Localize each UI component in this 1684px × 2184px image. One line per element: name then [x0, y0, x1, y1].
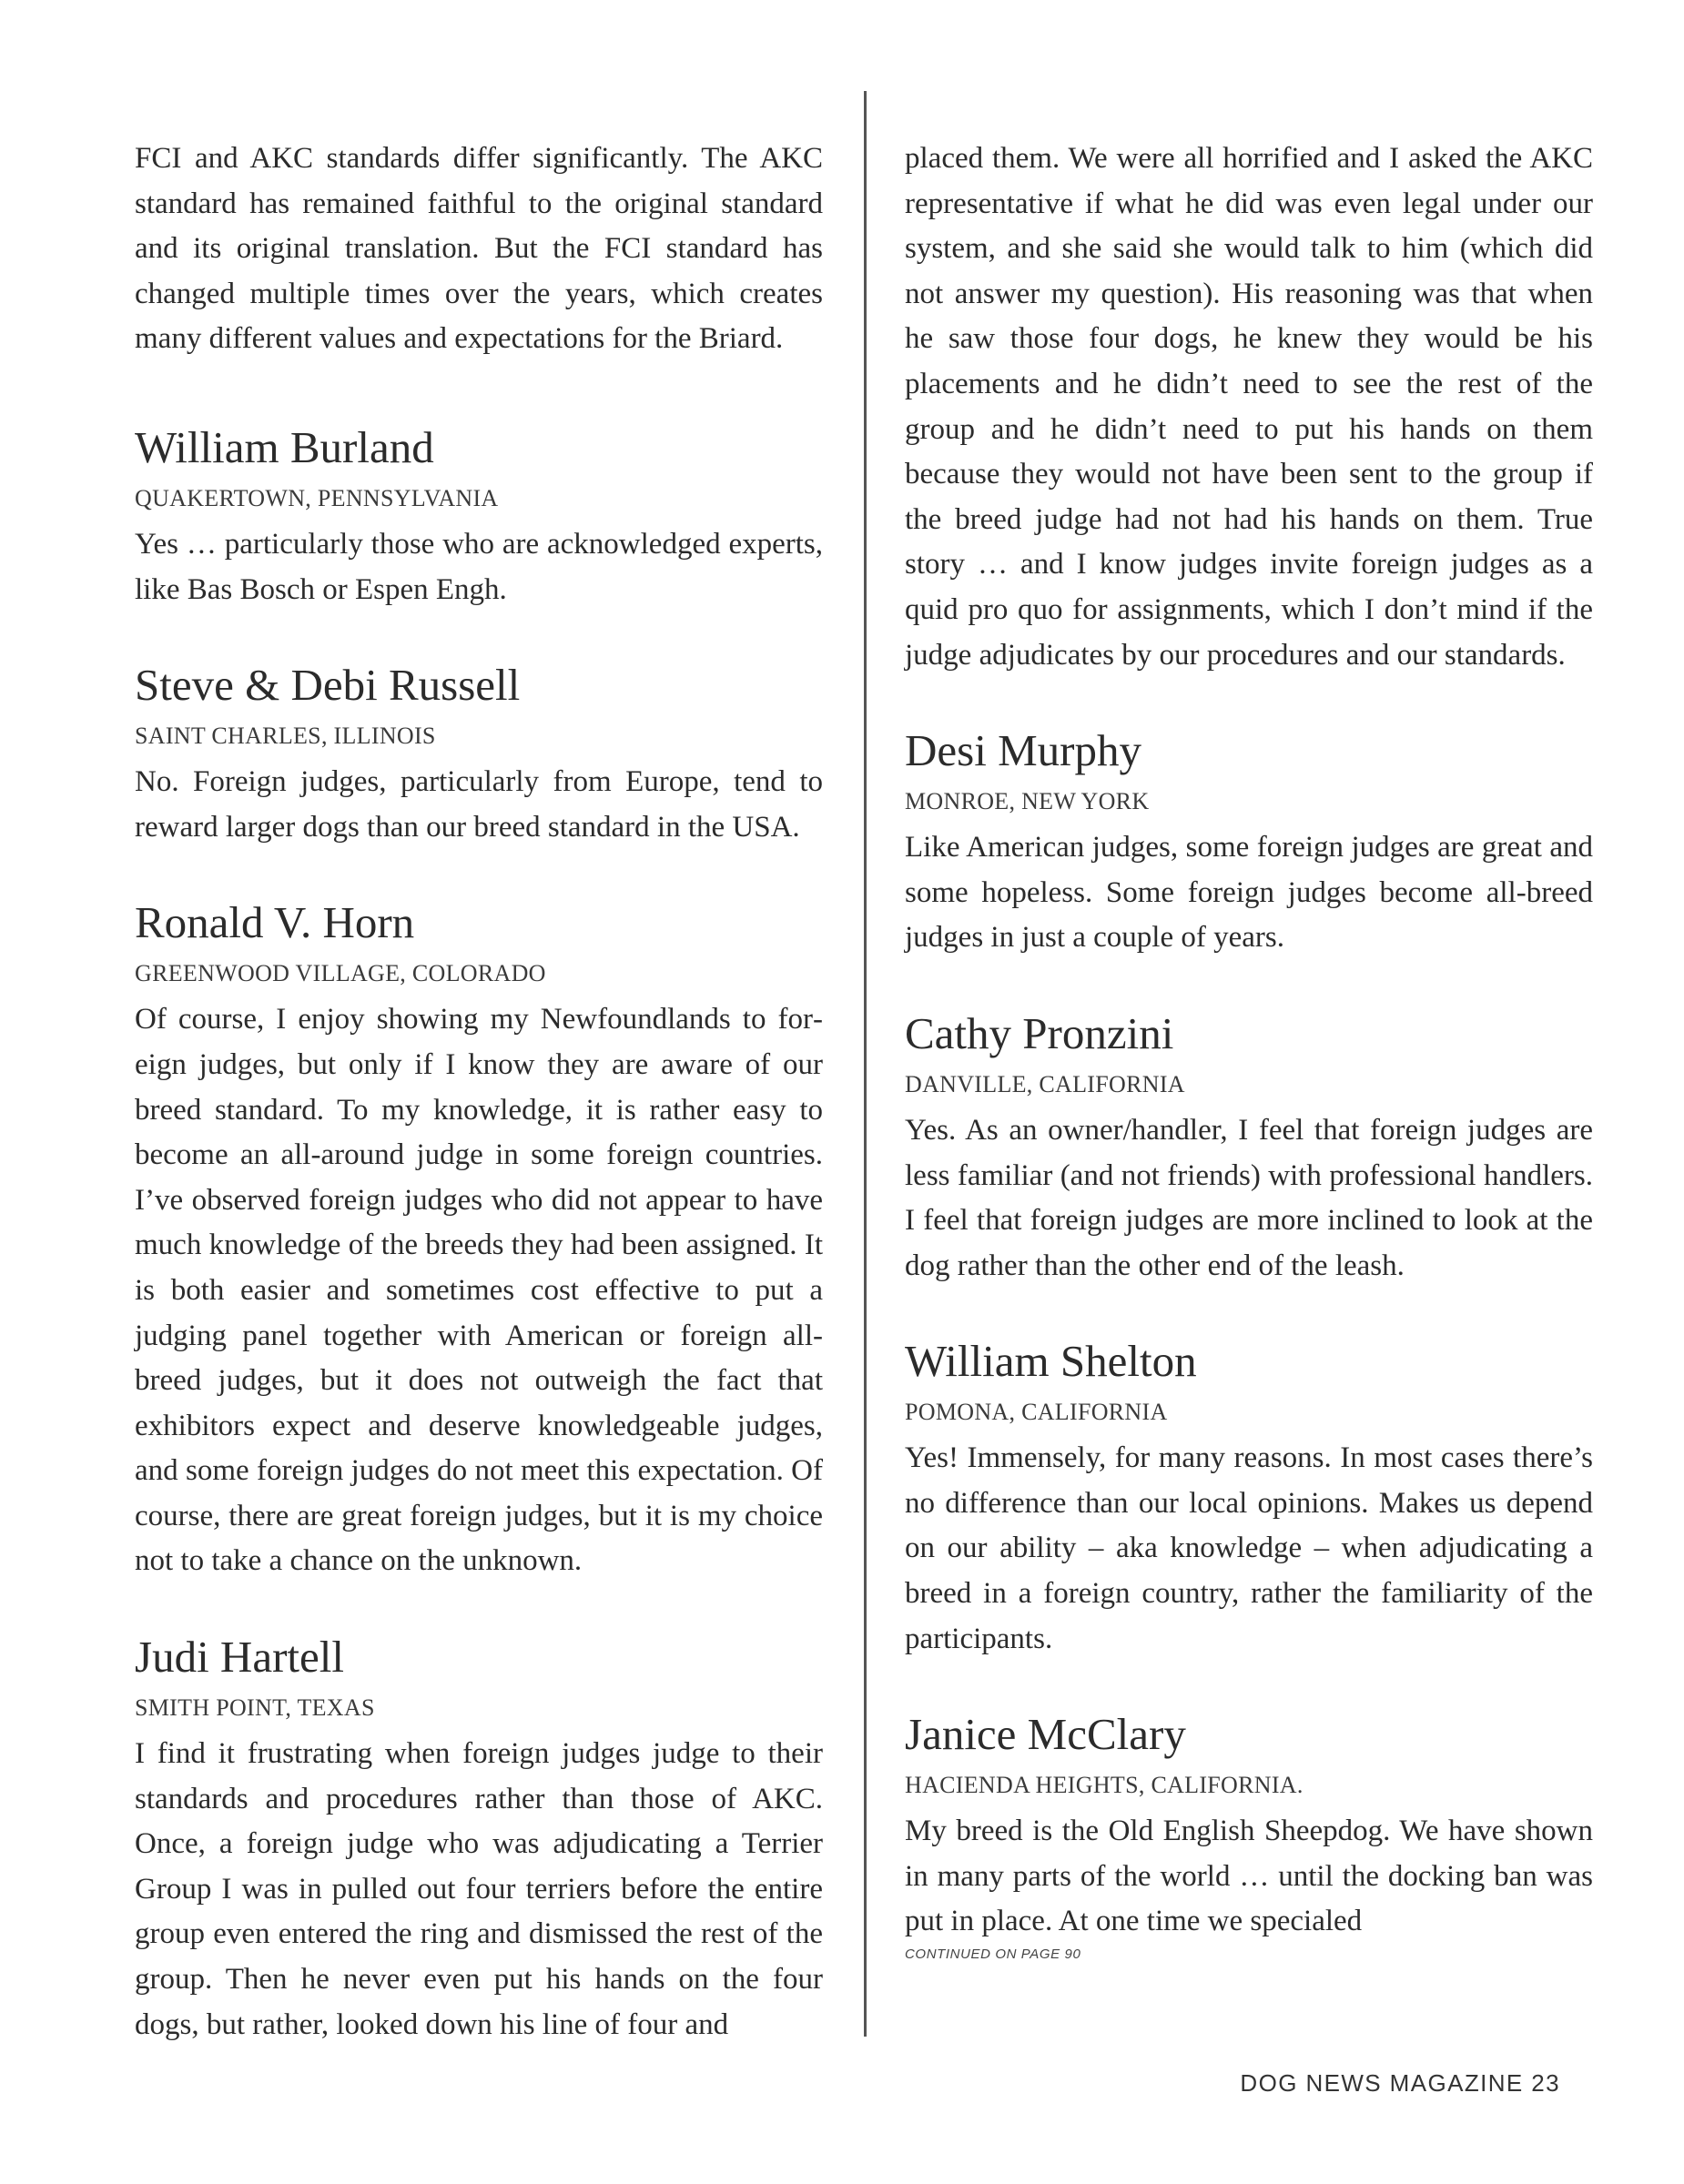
- entry-william-burland: [135, 422, 823, 612]
- respondent-location: DANVILLE, CALIFORNIA: [905, 1070, 1185, 1097]
- respondent-answer: Of course, I enjoy showing my Newfoundlands to foreign judges, but only if I know they are aware of our breed standard. To my knowledge, it is rather easy to become an all-around judge in some foreign countries. I’ve observed foreign judges who did not appear to have much knowledge of the breeds they had been assigned. It is both easier and sometimes cost effective to put a judging panel together with American or foreign all-breed judges, but it does not outweigh the fact that exhibitors expect and deserve knowledgeable judges, and some foreign judges do not meet this expectation. Of course, there are great foreign judges, but it is my choice not to take a chance on the unknown.: [135, 1003, 823, 1578]
- respondent-answer: My breed is the Old English Sheepdog. We have shown in many parts of the world … until the docking ban was put in place. At one time we specialed: [905, 1815, 1593, 1938]
- entry-janice-mcclary: [905, 1709, 1593, 1945]
- respondent-name: Cathy Pronzini: [905, 1007, 1174, 1058]
- entry-desi-murphy: [905, 725, 1593, 961]
- respondent-name: Janice McClary: [905, 1709, 1186, 1760]
- entry-william-shelton: [905, 1336, 1593, 1662]
- page-footer: DOG NEWS MAGAZINE 23: [1240, 2069, 1560, 2097]
- respondent-answer: Like American judges, some foreign judges are great and some hopeless. Some foreign judges become all-breed judges in just a couple of years.: [905, 831, 1593, 955]
- entry-ronald-horn: [135, 897, 823, 1584]
- entry-steve-debi-russell: [135, 660, 823, 850]
- respondent-answer: Yes! Immensely, for many reasons. In most cases there’s no difference than our local opinions. Makes us depend on our ability – aka knowledge – when adjudicating a breed in a foreign country, rather the familiarity of the participants.: [905, 1441, 1593, 1655]
- continuation-paragraph: placed them. We were all horrified and I asked the AKC representative if what he did was even legal under our system, and she said she would talk to him (which did not answer my question). His reasoning was that when he saw those four dogs, he knew they would be his placements and he didn’t need to see the rest of the group and he didn’t need to put his hands on them because they would not have been sent to the group if the breed judge had not had his hands on them. True story … and I know judges invite foreign judges as a quid pro quo for assignments, which I don’t mind if the judge adjudicates by our procedures and our standards.: [905, 142, 1593, 672]
- respondent-answer: Yes. As an owner/handler, I feel that foreign judges are less familiar (and not friends) with professional handlers. I feel that foreign judges are more inclined to look at the dog rather than the other end of the leash.: [905, 1113, 1593, 1282]
- respondent-name: Ronald V. Horn: [135, 897, 415, 948]
- respondent-location: QUAKERTOWN, PENNSYLVANIA: [135, 484, 499, 511]
- respondent-name: William Burland: [135, 421, 434, 472]
- left-column: [135, 136, 823, 2048]
- continued-note: CONTINUED ON PAGE 90: [905, 1946, 1081, 1963]
- entry-cathy-pronzini: [905, 1008, 1593, 1289]
- intro-paragraph: FCI and AKC standards differ significantly. The AKC standard has remained faithful to the original standard and its original translation. But the FCI standard has changed multiple times over the years, which creates many different values and expectations for the Briard.: [135, 142, 823, 356]
- entry-judi-hartell: [135, 1632, 823, 2048]
- column-divider: [864, 91, 867, 2037]
- respondent-answer: Yes … particularly those who are acknowledged experts, like Bas Bosch or Espen Engh.: [135, 527, 823, 606]
- respondent-answer: No. Foreign judges, particularly from Europe, tend to reward larger dogs than our breed standard in the USA.: [135, 765, 823, 844]
- respondent-name: Steve & Debi Russell: [135, 660, 521, 711]
- respondent-name: Judi Hartell: [135, 1632, 344, 1683]
- respondent-location: GREENWOOD VILLAGE, COLORADO: [135, 960, 546, 987]
- respondent-answer: I find it frustrating when foreign judges judge to their standards and procedures rather than those of AKC. Once, a foreign judge who was adjudicating a Terrier Group I was in pulled out four terriers before the entire group even entered the ring and dismissed the rest of the group. Then he never even put his hands on the four dogs, but rather, looked down his line of four and: [135, 1737, 823, 2041]
- right-column: [905, 136, 1593, 1962]
- respondent-name: William Shelton: [905, 1336, 1197, 1387]
- respondent-location: HACIENDA HEIGHTS, CALIFORNIA.: [905, 1772, 1304, 1799]
- respondent-location: SAINT CHARLES, ILLINOIS: [135, 723, 436, 750]
- respondent-location: MONROE, NEW YORK: [905, 788, 1150, 815]
- respondent-location: SMITH POINT, TEXAS: [135, 1694, 375, 1722]
- respondent-name: Desi Murphy: [905, 725, 1141, 776]
- respondent-location: POMONA, CALIFORNIA: [905, 1399, 1168, 1426]
